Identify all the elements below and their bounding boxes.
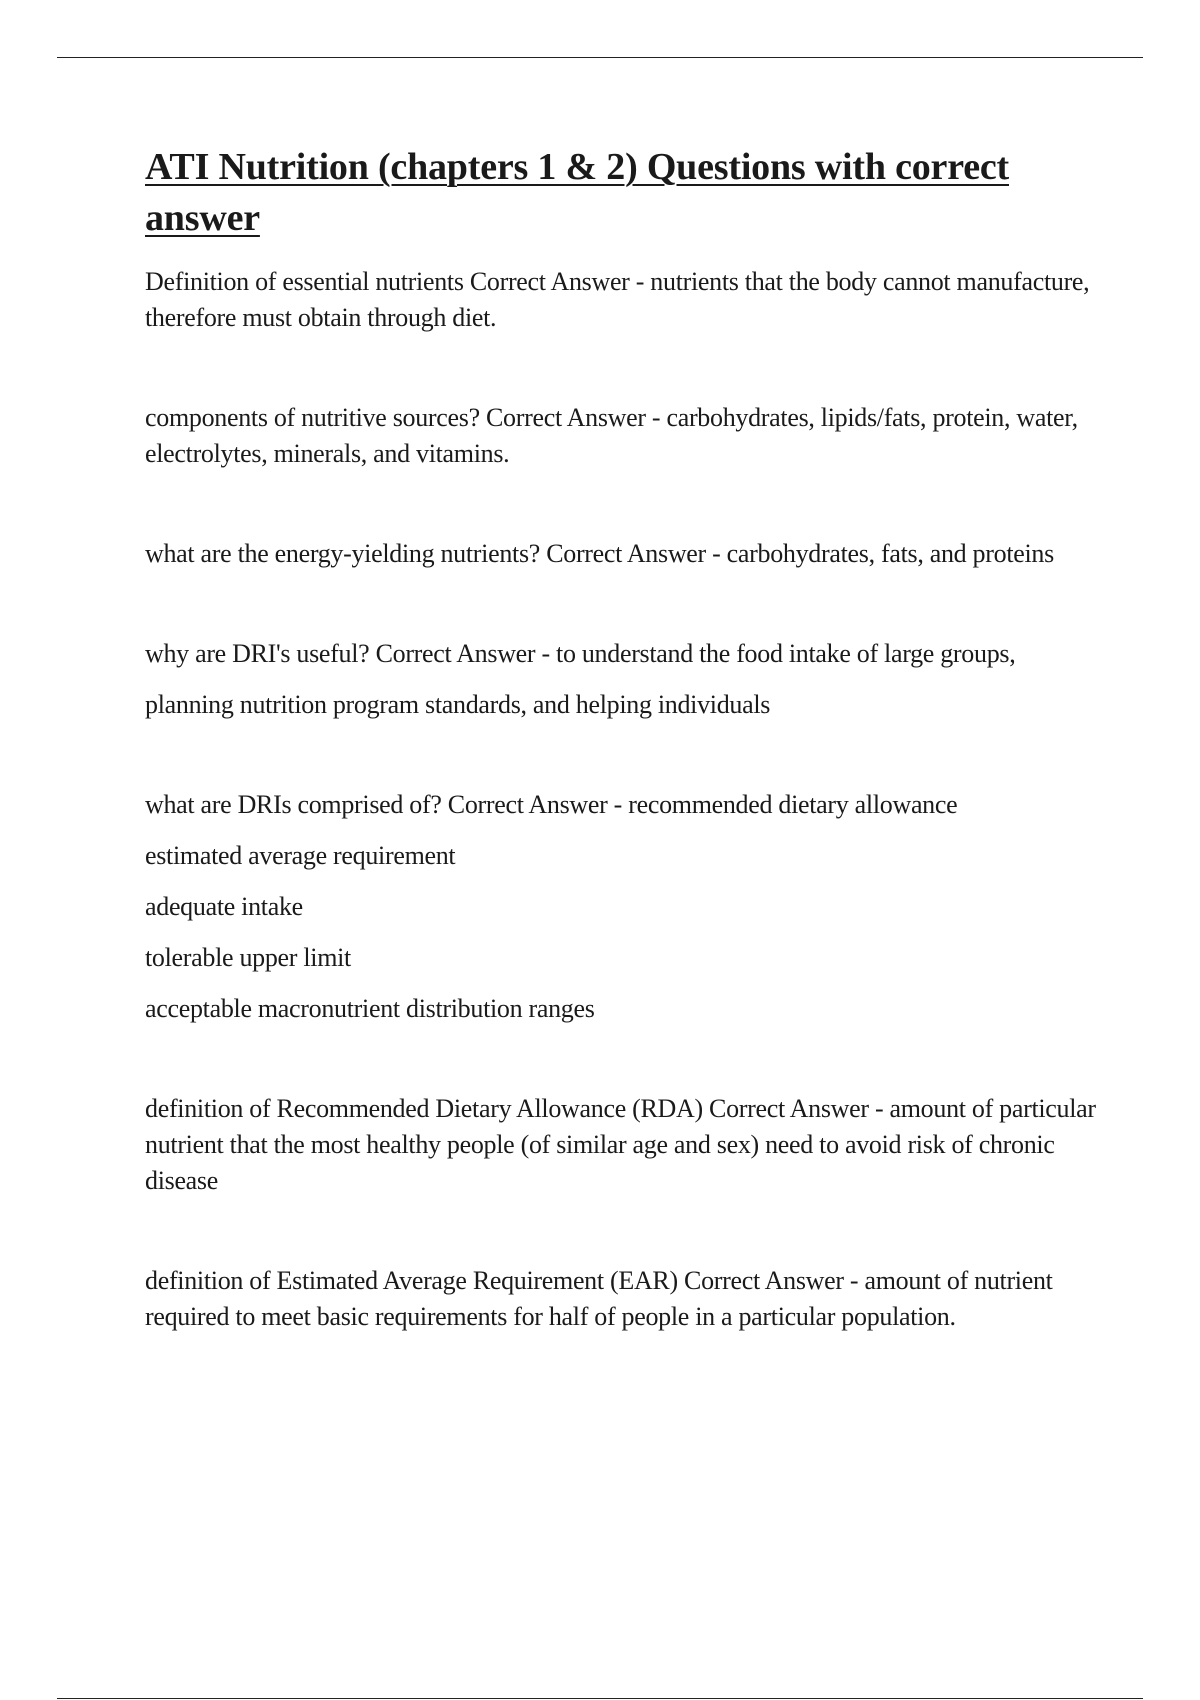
qa-list-item: tolerable upper limit — [145, 943, 351, 972]
page-title: ATI Nutrition (chapters 1 & 2) Questions with correct answer — [145, 146, 1009, 239]
qa-list-item: estimated average requirement — [145, 841, 456, 870]
qa-list-item: adequate intake — [145, 892, 303, 921]
qa-entry-dri-useful — [145, 636, 1105, 723]
bottom-rule — [57, 1698, 1143, 1699]
document-body — [145, 142, 1105, 1335]
qa-list-item: acceptable macronutrient distribution ranges — [145, 994, 595, 1023]
qa-text: components of nutritive sources? Correct Answer - carbohydrates, lipids/fats, protein, water, electrolytes, minerals, and vitamins. — [145, 403, 1078, 468]
qa-entry-nutritive-sources — [145, 400, 1105, 472]
qa-text: what are DRIs comprised of? Correct Answer - recommended dietary allowance — [145, 790, 958, 819]
qa-text: definition of Recommended Dietary Allowance (RDA) Correct Answer - amount of particular nutrient that the most healthy people (of similar age and sex) need to avoid risk of chronic disease — [145, 1094, 1096, 1195]
qa-text: why are DRI's useful? Correct Answer - to understand the food intake of large groups, — [145, 639, 1016, 668]
qa-text-continued: planning nutrition program standards, and helping individuals — [145, 690, 771, 719]
qa-entry-dri-components — [145, 787, 1105, 1027]
qa-text: definition of Estimated Average Requirement (EAR) Correct Answer - amount of nutrient required to meet basic requirements for half of people in a particular population. — [145, 1266, 1053, 1331]
top-rule — [57, 57, 1143, 58]
qa-entry-essential-nutrients — [145, 264, 1105, 336]
qa-entry-ear — [145, 1263, 1105, 1335]
qa-text: Definition of essential nutrients Correct Answer - nutrients that the body cannot manufacture, therefore must obtain through diet. — [145, 267, 1090, 332]
qa-text: what are the energy-yielding nutrients? Correct Answer - carbohydrates, fats, and proteins — [145, 539, 1054, 568]
qa-entry-energy-yielding — [145, 536, 1105, 572]
qa-entry-rda — [145, 1091, 1105, 1199]
